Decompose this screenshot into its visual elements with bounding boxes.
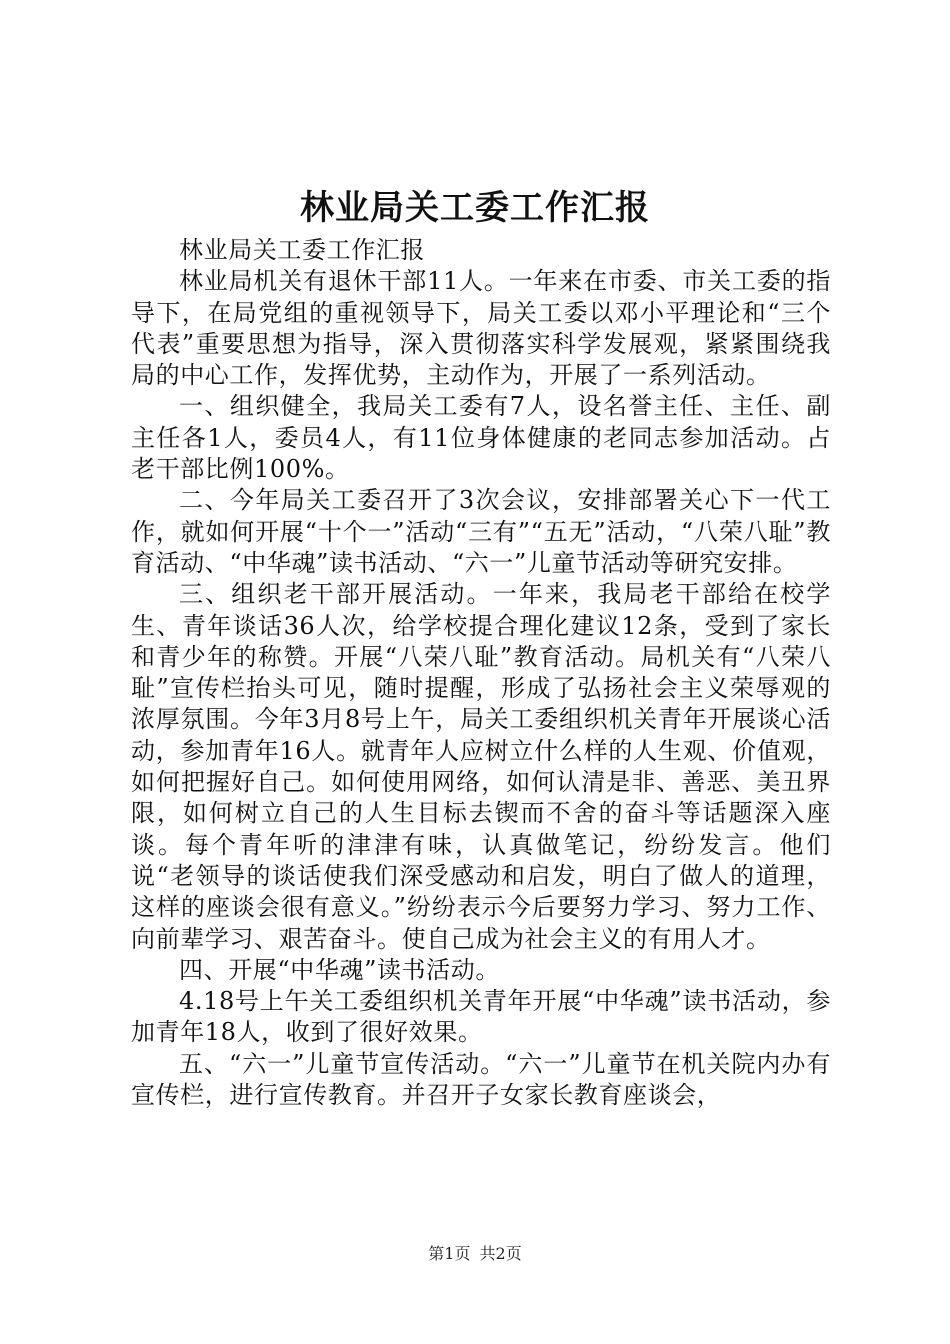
document-title: 林业局关工委工作汇报 [300, 188, 650, 228]
page-total: 共2页 [479, 1244, 522, 1263]
paragraph-section-1: 一、组织健全，我局关工委有7人，设名誉主任、主任、副主任各1人，委员4人，有11位身体健康的老同志参加活动。占老干部比例100%。 [131, 392, 831, 484]
paragraph-section-5: 五、“六一”儿童节宣传活动。“六一”儿童节在机关院内办有宣传栏，进行宣传教育。并召开子女家长教育座谈会， [131, 1049, 831, 1110]
page-footer [0, 1242, 950, 1266]
paragraph-intro: 林业局机关有退休干部11人。一年来在市委、市关工委的指导下，在局党组的重视领导下，局关工委以邓小平理论和“三个代表”重要思想为指导，深入贯彻落实科学发展观，紧紧围绕我局的中心工作，发挥优势，主动作为，开展了一系列活动。 [131, 267, 831, 390]
paragraph-section-2: 二、今年局关工委召开了3次会议，安排部署关心下一代工作，就如何开展“十个一”活动“三有”“五无”活动，“八荣八耻”教育活动、“中华魂”读书活动、“六一”儿童节活动等研究安排。 [131, 486, 831, 577]
page-number: 第1页 [428, 1244, 471, 1263]
paragraph-section-4-heading: 四、开展“中华魂”读书活动。 [179, 955, 500, 984]
document-body [131, 235, 831, 1111]
paragraph-subtitle: 林业局关工委工作汇报 [179, 236, 425, 264]
paragraph-section-4-body: 4.18号上午关工委组织机关青年开展“中华魂”读书活动，参加青年18人，收到了很好效果。 [131, 987, 831, 1047]
paragraph-section-3: 三、组织老干部开展活动。一年来，我局老干部给在校学生、青年谈话36人次，给学校提合理化建议12条，受到了家长和青少年的称赞。开展“八荣八耻”教育活动。局机关有“八荣八耻”宣传栏抬头可见，随时提醒，形成了弘扬社会主义荣辱观的浓厚氛围。今年3月8号上午，局关工委组织机关青年开展谈心活动，参加青年16人。就青年人应树立什么样的人生观、价值观，如何把握好自己。如何使用网络，如何认清是非、善恶、美丑界限，如何树立自己的人生目标去锲而不舍的奋斗等话题深入座谈。每个青年听的津津有味，认真做笔记，纷纷发言。他们说“老领导的谈话使我们深受感动和启发，明白了做人的道理，这样的座谈会很有意义。”纷纷表示今后要努力学习、努力工作、向前辈学习、艰苦奋斗。使自己成为社会主义的有用人才。 [131, 580, 831, 953]
